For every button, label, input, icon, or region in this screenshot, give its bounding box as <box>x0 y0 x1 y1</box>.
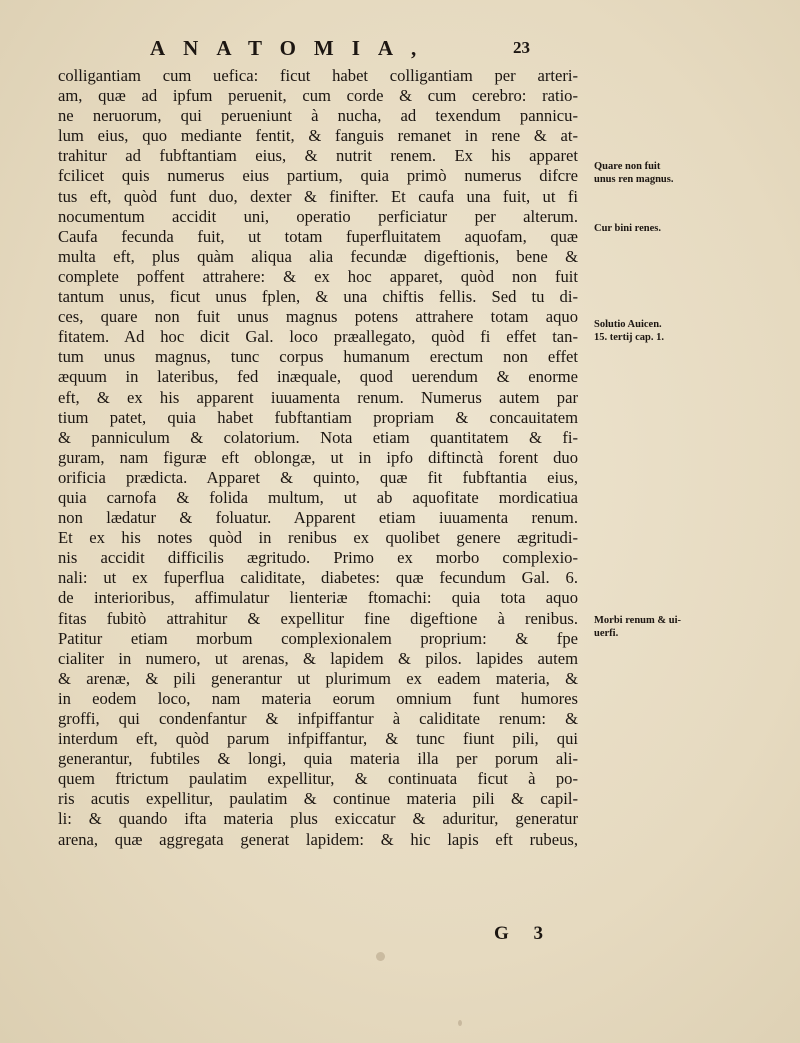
text-line: fcilicet quis numerus eius partium, quia primò numerus difcre <box>58 166 578 186</box>
text-line: interdum eft, quòd parum infpiffantur, & tunc fiunt pili, qui <box>58 729 578 749</box>
margin-note-line: unus ren magnus. <box>594 174 674 185</box>
text-line: guram, nam figuræ eft oblongæ, ut in ipfo diftinctà forent duo <box>58 447 578 467</box>
text-line: Et ex his notes quòd in renibus ex quolibet genere ægritudi- <box>58 528 578 548</box>
text-line: æquum in lateribus, fed inæquale, quod uerendum & enorme <box>58 367 578 387</box>
margin-note-line: uerfi. <box>594 628 619 639</box>
text-line: eft, & ex his apparent iuuamenta renum. Numerus autem par <box>58 387 578 407</box>
text-line: tum unus magnus, tunc corpus humanum erectum non effet <box>58 347 578 367</box>
text-line: de interioribus, affimulatur lienteriæ ftomachi: quia tota aquo <box>58 588 578 608</box>
text-line: nocumentum accidit uni, operatio perficiatur per alterum. <box>58 206 578 226</box>
margin-note-line: Quare non fuit <box>594 161 661 172</box>
margin-note-line: Cur bini renes. <box>594 223 661 234</box>
text-line: quem ftrictum paulatim expellitur, & continuata ficut à po- <box>58 769 578 789</box>
running-head <box>150 36 550 62</box>
text-line: fitatem. Ad hoc dicit Gal. loco præallegato, quòd fi effet tan- <box>58 327 578 347</box>
page-number: 23 <box>513 38 530 57</box>
paper-stain <box>376 952 385 961</box>
margin-note-line: 15. tertij cap. 1. <box>594 332 664 343</box>
text-line: arena, quæ aggregata generat lapidem: & hic lapis eft rubeus, <box>58 829 578 849</box>
text-line: generantur, fubtiles & longi, quia materia illa per porum ali- <box>58 749 578 769</box>
text-line: Patitur etiam morbum complexionalem proprium: & fpe <box>58 628 578 648</box>
text-line: ris acutis expellitur, paulatim & continue materia pili & capil- <box>58 789 578 809</box>
text-line: ces, quare non fuit unus magnus potens attrahere totam aquo <box>58 307 578 327</box>
text-line: lum eius, quo mediante fentit, & fanguis remanet in rene & at- <box>58 126 578 146</box>
text-line: orificia prædicta. Apparet & quinto, quæ fit fubftantia eius, <box>58 467 578 487</box>
paper-stain <box>458 1020 462 1026</box>
text-line: colligantiam cum uefica: ficut habet colligantiam per arteri- <box>58 66 578 85</box>
text-line: Caufa fecunda fuit, ut totam fuperfluitatem aquofam, quæ <box>58 226 578 246</box>
margin-note-quare-non-fuit <box>594 160 673 186</box>
text-line: fitas fubitò attrahitur & expellitur fine digeftione à renibus. <box>58 608 578 628</box>
text-line: non lædatur & foluatur. Apparent etiam iuuamenta renum. <box>58 508 578 528</box>
main-text-block <box>58 66 578 850</box>
text-line: tantum unus, ficut unus fplen, & una chiftis fellis. Sed tu di- <box>58 287 578 307</box>
text-line: cialiter in numero, ut arenas, & lapidem & pilos. lapides autem <box>58 648 578 668</box>
text-line: tus eft, quòd funt duo, dexter & finifter. Et caufa una fuit, ut fi <box>58 186 578 206</box>
text-line: in eodem loco, nam materia eorum omnium funt humores <box>58 688 578 708</box>
text-line: groffi, qui condenfantur & infpiffantur à caliditate renum: & <box>58 709 578 728</box>
text-line: & arenæ, & pili generantur ut plurimum ex eadem materia, & <box>58 668 578 688</box>
margin-note-line: Solutio Auicen. <box>594 319 662 330</box>
margin-note-morbi-renum <box>594 614 681 640</box>
text-line: & panniculum & colatorium. Nota etiam quantitatem & fi- <box>58 427 578 447</box>
margin-note-solutio-auicen <box>594 318 664 344</box>
running-title: ANATOMIA, <box>150 36 435 60</box>
text-line: nali: ut ex fuperflua caliditate, diabetes: quæ fecundum Gal. 6. <box>58 568 578 588</box>
text-line: am, quæ ad ipfum peruenit, cum corde & cum cerebro: ratio- <box>58 86 578 106</box>
text-line: quia carnofa & folida multum, ut ab aquofitate mordicatiua <box>58 487 578 507</box>
margin-note-line: Morbi renum & ui- <box>594 615 682 626</box>
margin-note-cur-bini-renes <box>594 222 661 235</box>
text-line: ne neruorum, qui perueniunt à nucha, ad texendum pannicu- <box>58 106 578 126</box>
text-line: tium patet, quia habet fubftantiam propriam & concauitatem <box>58 407 578 427</box>
signature-mark: G 3 <box>494 923 554 944</box>
text-line: trahitur ad fubftantiam eius, & nutrit renem. Ex his apparet <box>58 146 578 166</box>
text-line: li: & quando ifta materia plus exiccatur & aduritur, generatur <box>58 809 578 829</box>
text-line: complete poffent attrahere: & ex hoc apparet, quòd non fuit <box>58 266 578 286</box>
text-line: nis accidit difficilis ægritudo. Primo ex morbo complexio- <box>58 548 578 568</box>
text-line: multa eft, plus quàm aliqua alia fecundæ digeftionis, bene & <box>58 246 578 266</box>
